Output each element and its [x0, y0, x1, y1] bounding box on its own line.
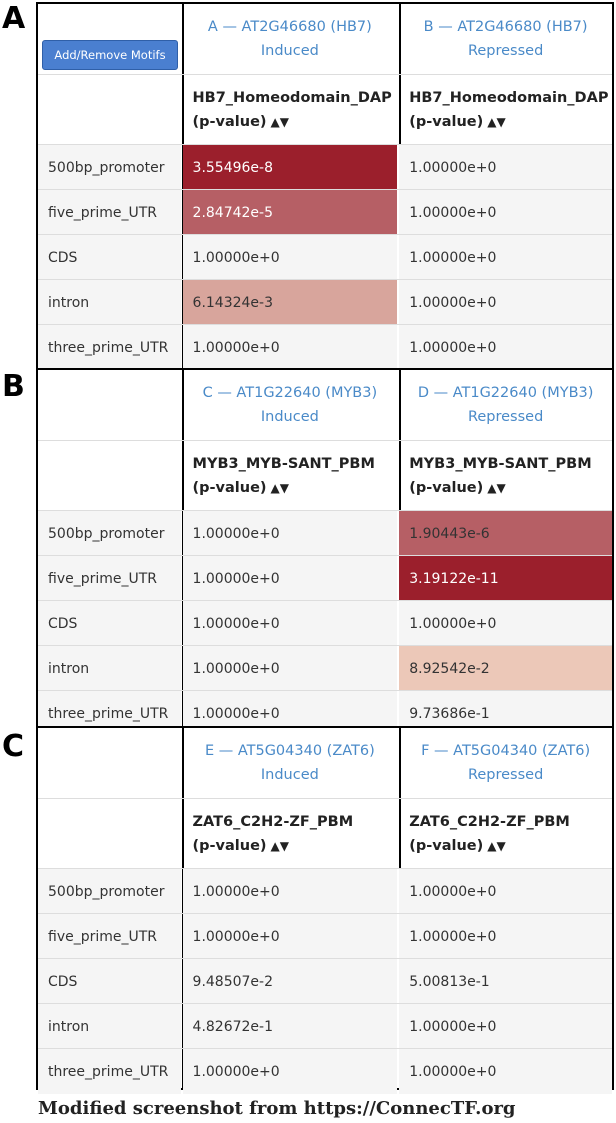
pvalue-cell: 1.00000e+0 — [399, 145, 612, 190]
column-header-repressed[interactable] — [399, 728, 612, 798]
pvalue-cell: 4.82672e-1 — [183, 1004, 398, 1049]
row-label: 500bp_promoter — [38, 145, 181, 190]
column-header-repressed[interactable] — [399, 4, 612, 74]
table-row — [38, 913, 612, 959]
row-label: 500bp_promoter — [38, 511, 181, 556]
header-corner — [38, 728, 181, 798]
table-row — [38, 600, 612, 646]
table-row — [38, 324, 612, 370]
column-title[interactable]: B — AT2G46680 (HB7) — [423, 19, 588, 35]
table-row — [38, 645, 612, 691]
sort-icon[interactable]: ▲▼ — [487, 115, 506, 129]
row-label: intron — [38, 646, 181, 691]
sort-icon[interactable]: ▲▼ — [270, 481, 290, 495]
column-title[interactable]: D — AT1G22640 (MYB3) — [417, 385, 594, 401]
column-header-induced[interactable] — [183, 728, 398, 798]
column-title[interactable]: F — AT5G04340 (ZAT6) — [421, 743, 591, 759]
pvalue-cell: 3.55496e-8 — [183, 145, 398, 190]
pvalue-cell: 1.90443e-6 — [399, 511, 612, 556]
motif-name: ZAT6_C2H2-ZF_PBM — [409, 814, 570, 830]
metric-label: (p-value) — [409, 480, 484, 496]
motif-name: ZAT6_C2H2-ZF_PBM — [192, 814, 354, 830]
table-header-row — [38, 728, 612, 798]
pvalue-cell: 1.00000e+0 — [183, 325, 398, 370]
motif-sort-header[interactable] — [399, 441, 612, 511]
motif-sort-header[interactable] — [399, 75, 612, 145]
pvalue-cell: 1.00000e+0 — [183, 601, 398, 646]
metric-label: (p-value) — [192, 838, 267, 854]
table-row — [38, 1003, 612, 1049]
pvalue-cell: 9.73686e-1 — [399, 691, 612, 736]
motif-table-panel-a — [36, 2, 614, 370]
motif-name: MYB3_MYB-SANT_PBM — [409, 456, 592, 472]
pvalue-cell: 3.19122e-11 — [399, 556, 612, 601]
pvalue-cell: 1.00000e+0 — [399, 869, 612, 914]
metric-label: (p-value) — [192, 114, 267, 130]
table-row — [38, 958, 612, 1004]
pvalue-cell: 1.00000e+0 — [399, 280, 612, 325]
motif-table-panel-b — [36, 368, 614, 728]
column-title[interactable]: A — AT2G46680 (HB7) — [207, 19, 372, 35]
table-row — [38, 555, 612, 601]
panel-letter-a: A — [2, 1, 26, 36]
pvalue-cell: 1.00000e+0 — [183, 235, 398, 280]
row-label: 500bp_promoter — [38, 869, 181, 914]
column-subtitle[interactable]: Repressed — [467, 767, 544, 783]
row-label: five_prime_UTR — [38, 556, 181, 601]
metric-label: (p-value) — [192, 480, 267, 496]
panel-letter-c: C — [2, 729, 25, 764]
pvalue-cell: 1.00000e+0 — [399, 914, 612, 959]
row-label: three_prime_UTR — [38, 1049, 181, 1094]
row-label: CDS — [38, 235, 181, 280]
row-label: intron — [38, 280, 181, 325]
pvalue-cell: 6.14324e-3 — [183, 280, 398, 325]
column-title[interactable]: C — AT1G22640 (MYB3) — [202, 385, 378, 401]
pvalue-cell: 1.00000e+0 — [183, 691, 398, 736]
row-label: three_prime_UTR — [38, 691, 181, 736]
column-subtitle[interactable]: Repressed — [467, 43, 544, 59]
table-row — [38, 510, 612, 556]
pvalue-cell: 1.00000e+0 — [183, 556, 398, 601]
motif-sort-header[interactable] — [183, 799, 398, 869]
pvalue-cell: 1.00000e+0 — [183, 914, 398, 959]
figure-caption: Modified screenshot from https://ConnecTF.org — [38, 1098, 516, 1119]
row-label: three_prime_UTR — [38, 325, 181, 370]
table-header-row — [38, 4, 612, 74]
table-row — [38, 189, 612, 235]
motif-name: MYB3_MYB-SANT_PBM — [192, 456, 375, 472]
table-row — [38, 144, 612, 190]
pvalue-cell: 5.00813e-1 — [399, 959, 612, 1004]
header-corner — [38, 4, 181, 74]
pvalue-cell: 1.00000e+0 — [399, 1049, 612, 1094]
column-subtitle[interactable]: Induced — [260, 43, 319, 59]
pvalue-cell: 1.00000e+0 — [399, 601, 612, 646]
column-subtitle[interactable]: Induced — [260, 409, 319, 425]
pvalue-cell: 1.00000e+0 — [399, 235, 612, 280]
table-row — [38, 868, 612, 914]
sort-icon[interactable]: ▲▼ — [270, 115, 290, 129]
table-header-row — [38, 370, 612, 440]
add-remove-motifs-button[interactable]: Add/Remove Motifs — [42, 40, 178, 70]
table-row — [38, 234, 612, 280]
motif-sort-header[interactable] — [183, 441, 398, 511]
column-title[interactable]: E — AT5G04340 (ZAT6) — [204, 743, 375, 759]
column-header-repressed[interactable] — [399, 370, 612, 440]
pvalue-cell: 1.00000e+0 — [183, 646, 398, 691]
pvalue-cell: 1.00000e+0 — [399, 190, 612, 235]
row-label: five_prime_UTR — [38, 914, 181, 959]
column-header-induced[interactable] — [183, 370, 398, 440]
motif-header-row — [38, 798, 612, 869]
motif-table-panel-c — [36, 726, 614, 1090]
motif-name: HB7_Homeodomain_DAP — [192, 90, 392, 106]
pvalue-cell: 1.00000e+0 — [399, 1004, 612, 1049]
column-subtitle[interactable]: Repressed — [467, 409, 544, 425]
pvalue-cell: 1.00000e+0 — [183, 869, 398, 914]
motif-header-row — [38, 74, 612, 145]
motif-name: HB7_Homeodomain_DAP — [409, 90, 609, 106]
column-header-induced[interactable] — [183, 4, 398, 74]
pvalue-cell: 1.00000e+0 — [183, 1049, 398, 1094]
pvalue-cell: 8.92542e-2 — [399, 646, 612, 691]
sort-icon[interactable]: ▲▼ — [270, 839, 290, 853]
sort-icon[interactable]: ▲▼ — [487, 481, 506, 495]
row-label: five_prime_UTR — [38, 190, 181, 235]
motif-sort-header[interactable] — [399, 799, 612, 869]
panel-letter-b: B — [2, 369, 25, 404]
motif-sort-header[interactable] — [183, 75, 398, 145]
row-label: CDS — [38, 601, 181, 646]
sort-icon[interactable]: ▲▼ — [487, 839, 506, 853]
pvalue-cell: 2.84742e-5 — [183, 190, 398, 235]
row-label: CDS — [38, 959, 181, 1004]
pvalue-cell: 1.00000e+0 — [399, 325, 612, 370]
pvalue-cell: 1.00000e+0 — [183, 511, 398, 556]
header-corner — [38, 370, 181, 440]
motif-header-row — [38, 440, 612, 511]
metric-label: (p-value) — [409, 838, 484, 854]
row-label: intron — [38, 1004, 181, 1049]
column-subtitle[interactable]: Induced — [260, 767, 319, 783]
pvalue-cell: 9.48507e-2 — [183, 959, 398, 1004]
metric-label: (p-value) — [409, 114, 484, 130]
table-row — [38, 1048, 612, 1094]
table-row — [38, 279, 612, 325]
